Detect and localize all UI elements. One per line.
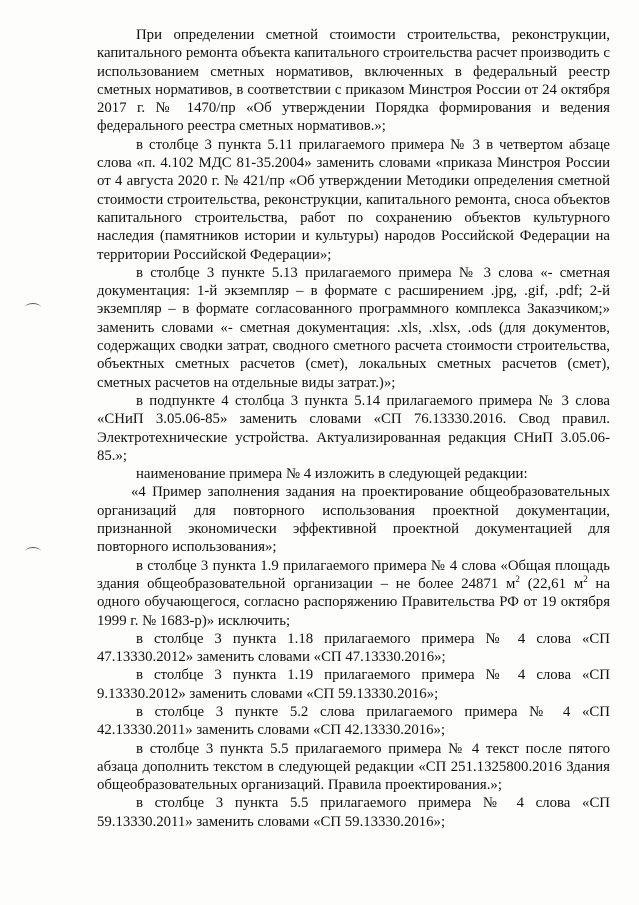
paragraph-1-9-text-b: (22,61 м bbox=[519, 575, 584, 592]
paragraph-intro: При определении сметной стоимости строительства, реконструкции, капитального ремонта объекта капитального строительства расчет производить с использованием сметных нормативов, включенных в федеральный реестр сметных нормативов, в соответствии с приказом Минстроя России от 24 октября 2017 г. № 1470/пр «Об утверждении Порядка формирования и ведения федерального реестра сметных нормативов.»; bbox=[97, 27, 610, 135]
paragraph-5-13: в столбце 3 пункте 5.13 прилагаемого примера № 3 слова «- сметная документация: 1-й экземпляр – в формате с расширением .jpg, .gif, .pdf; 2-й экземпляр – в формате согласованного программного комплекса Заказчиком;» заменить словами «- сметная документация: .xls, .xlsx, .ods (для документов, содержащих сводки затрат, сводного сметного расчета стоимости строительства, объектных сметных расчетов (смет), локальных сметных расчетов (смет), сметных расчетов на отдельные виды затрат.)»; bbox=[97, 264, 610, 391]
paragraph-1-19: в столбце 3 пункта 1.19 прилагаемого примера № 4 слова «СП 9.13330.2012» заменить словами «СП 59.13330.2016»; bbox=[97, 667, 610, 702]
paragraph-1-18: в столбце 3 пункта 1.18 прилагаемого примера № 4 слова «СП 47.13330.2012» заменить словами «СП 47.13330.2016»; bbox=[97, 630, 610, 666]
paragraph-5-5-a: в столбце 3 пункта 5.5 прилагаемого примера № 4 текст после пятого абзаца дополнить текстом в следующей редакции «СП 251.1325800.2016 Здания общеобразовательных организаций. Правила проектирования.»; bbox=[97, 740, 610, 794]
document-body bbox=[97, 26, 610, 831]
paragraph-5-5-b: в столбце 3 пункта 5.5 прилагаемого примера № 4 слова «СП 59.13330.2011» заменить словами «СП 59.13330.2016»; bbox=[97, 795, 610, 830]
paragraph-1-9 bbox=[97, 557, 610, 630]
paragraph-example-4-title: наименование примера № 4 изложить в следующей редакции: bbox=[136, 466, 528, 483]
paragraph-5-14: в подпункте 4 столбца 3 пункта 5.14 прилагаемого примера № 3 слова «СНиП 3.05.06-85» заменить словами «СП 76.13330.2016. Свод правил. Электротехнические устройства. Актуализированная редакция СНиП 3.05.06-85.»; bbox=[97, 392, 610, 464]
superscript-2: 2 bbox=[583, 573, 588, 584]
paragraph-1-9-text-a: в столбце 3 пункта 1.9 прилагаемого примера № 4 слова «Общая площадь здания общеобразовательной организации – не более 24871 м bbox=[97, 557, 610, 592]
paragraph-5-2: в столбце 3 пункте 5.2 слова прилагаемого примера № 4 «СП 42.13330.2011» заменить словами «СП 42.13330.2016»; bbox=[97, 703, 610, 739]
superscript-2: 2 bbox=[515, 573, 520, 584]
margin-punch-mark bbox=[25, 303, 41, 312]
paragraph-1-9-text-c: на одного обучающегося, согласно распоряжению Правительства РФ от 19 октября 1999 г. № 1683-р)» исключить; bbox=[97, 575, 611, 629]
margin-punch-mark bbox=[25, 547, 41, 556]
paragraph-5-11: в столбце 3 пункта 5.11 прилагаемого примера № 3 в четвертом абзаце слова «п. 4.102 МДС 81-35.2004» заменить словами «приказа Минстроя России от 4 августа 2020 г. № 421/пр «Об утверждении Методики определения сметной стоимости строительства, реконструкции, капитального ремонта, сноса объектов капитального строительства, работ по сохранению объектов культурного наследия (памятников истории и культуры) народов Российской Федерации на территории Российской Федерации»; bbox=[97, 136, 610, 263]
paragraph-example-4-quote: «4 Пример заполнения задания на проектирование общеобразовательных организаций для повторного использования проектной документации, признанной экономически эффективной проектной документацией для повторного использования»; bbox=[97, 484, 610, 556]
